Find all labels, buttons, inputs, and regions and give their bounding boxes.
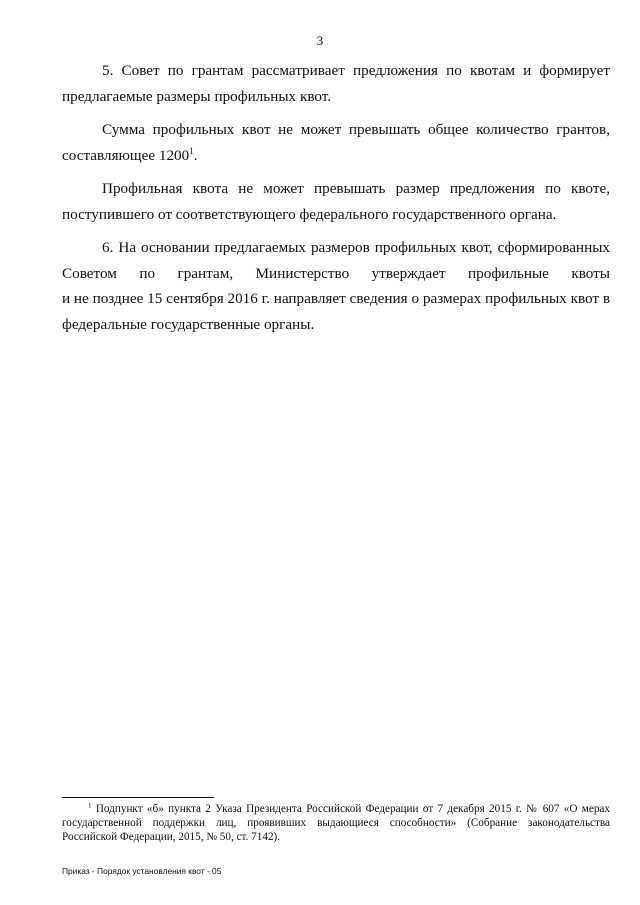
footnote-text: Подпункт «б» пункта 2 Указа Президента Российской Федерации от 7 декабря 2015 г. № 607 «О мерах государственной поддержки лиц, проявивших выдающиеся способности» (Собрание законодательства Российской Федерации, 2015, № 50, ст. 7142). bbox=[62, 803, 610, 843]
paragraph-5-2-end: . bbox=[193, 146, 198, 164]
page-number: 3 bbox=[316, 33, 324, 48]
document-footer-label: Приказ - Порядок установления квот - 05 bbox=[62, 866, 222, 876]
body-text bbox=[62, 58, 610, 337]
paragraph-6-continuation: и не позднее 15 сентября 2016 г. направляет сведения о размерах профильных квот в федеральные государственные органы. bbox=[62, 290, 611, 333]
footnote-separator bbox=[62, 797, 214, 798]
paragraph-5-3: Профильная квота не может превышать размер предложения по квоте, поступившего от соответствующего федерального государственного органа. bbox=[62, 180, 610, 223]
footnote bbox=[62, 802, 610, 844]
paragraph-6: 6. На основании предлагаемых размеров профильных квот, сформированных Советом по грантам, Министерство утверждает профильные квоты bbox=[62, 239, 610, 282]
paragraph-5-2 bbox=[62, 117, 610, 168]
paragraph-5-2-text: Сумма профильных квот не может превышать общее количество грантов, составляющее 1200 bbox=[62, 121, 610, 164]
footnote-marker: 1 bbox=[88, 801, 92, 810]
footnote-reference: 1 bbox=[189, 145, 194, 156]
paragraph-5-1: 5. Совет по грантам рассматривает предложения по квотам и формирует предлагаемые размеры профильных квот. bbox=[62, 62, 610, 105]
